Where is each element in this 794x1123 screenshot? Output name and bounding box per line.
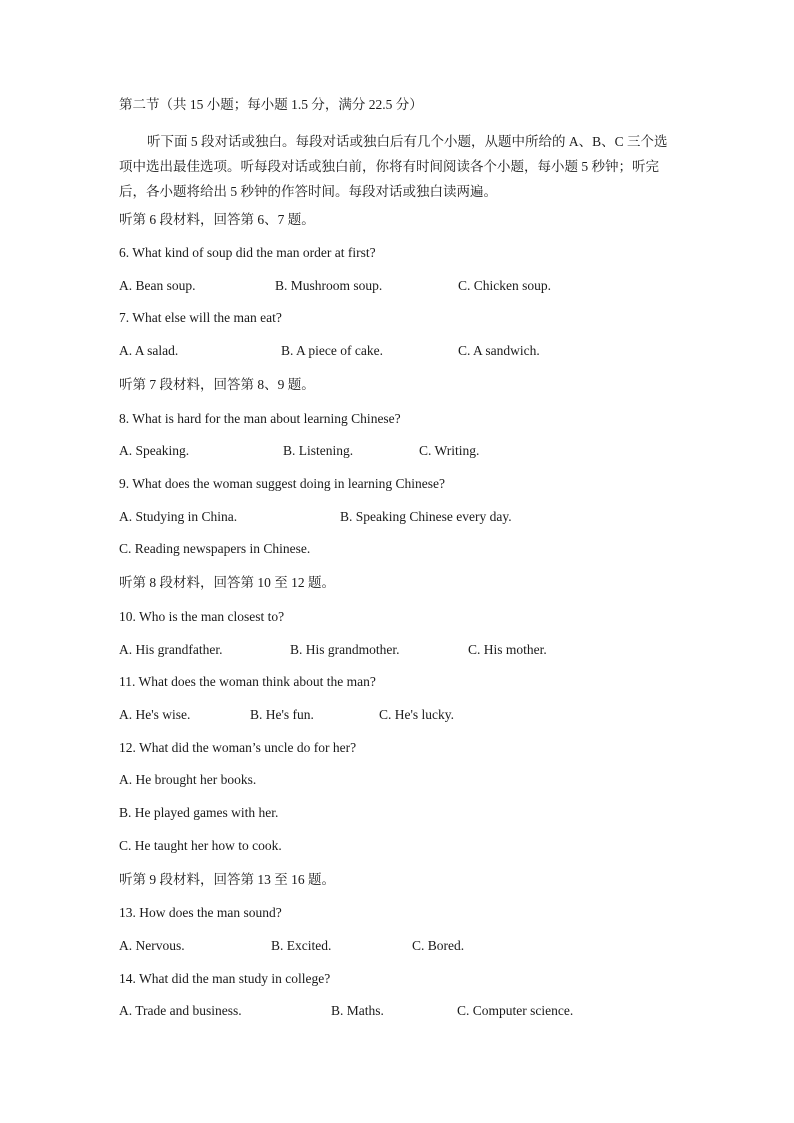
- question-13-option-c: C. Bored.: [412, 938, 465, 953]
- question-6-stem: 6. What kind of soup did the man order at first?: [119, 245, 376, 260]
- question-13-option-a: A. Nervous.: [119, 938, 185, 953]
- question-10-stem: 10. Who is the man closest to?: [119, 609, 285, 624]
- question-6-option-c: C. Chicken soup.: [458, 278, 551, 293]
- question-6-option-b: B. Mushroom soup.: [275, 278, 383, 293]
- question-10-option-b: B. His grandmother.: [290, 642, 400, 657]
- question-7-option-a: A. A salad.: [119, 343, 179, 358]
- question-9-option-b: B. Speaking Chinese every day.: [340, 509, 512, 524]
- question-11-option-b: B. He's fun.: [250, 707, 314, 722]
- question-11-option-c: C. He's lucky.: [379, 707, 455, 722]
- question-9-option-c: C. Reading newspapers in Chinese.: [119, 541, 311, 556]
- question-6-option-a: A. Bean soup.: [119, 278, 196, 293]
- question-8-stem: 8. What is hard for the man about learning Chinese?: [119, 411, 401, 426]
- group-heading-8: 听第 8 段材料，回答第 10 至 12 题。: [119, 575, 335, 590]
- question-7-stem: 7. What else will the man eat?: [119, 310, 282, 325]
- question-13-option-b: B. Excited.: [271, 938, 332, 953]
- question-9-stem: 9. What does the woman suggest doing in learning Chinese?: [119, 476, 445, 491]
- section-header: 第二节（共 15 小题；每小题 1.5 分，满分 22.5 分）: [119, 97, 423, 112]
- question-12-stem: 12. What did the woman’s uncle do for her?: [119, 740, 357, 755]
- question-7-option-b: B. A piece of cake.: [281, 343, 383, 358]
- question-7-option-c: C. A sandwich.: [458, 343, 540, 358]
- question-8-option-a: A. Speaking.: [119, 443, 190, 458]
- question-14-stem: 14. What did the man study in college?: [119, 971, 331, 986]
- question-11-stem: 11. What does the woman think about the man?: [119, 674, 376, 689]
- question-8-option-b: B. Listening.: [283, 443, 354, 458]
- question-14-option-b: B. Maths.: [331, 1003, 384, 1018]
- question-9-option-a: A. Studying in China.: [119, 509, 238, 524]
- group-heading-6: 听第 6 段材料，回答第 6、7 题。: [119, 212, 315, 227]
- instructions: 听下面 5 段对话或独白。每段对话或独白后有几个小题，从题中所给的 A、B、C 三个选项中选出最佳选项。听每段对话或独白前，你将有时间阅读各个小题，每小题 5 秒钟；听完后，各小题将给出 5 秒钟的作答时间。每段对话或独白读两遍。: [119, 134, 668, 199]
- question-13-stem: 13. How does the man sound?: [119, 905, 282, 920]
- question-14-option-a: A. Trade and business.: [119, 1003, 242, 1018]
- question-12-option-c: C. He taught her how to cook.: [119, 838, 282, 853]
- question-11-option-a: A. He's wise.: [119, 707, 191, 722]
- question-10-option-a: A. His grandfather.: [119, 642, 223, 657]
- question-14-option-c: C. Computer science.: [457, 1003, 574, 1018]
- question-12-option-a: A. He brought her books.: [119, 772, 257, 787]
- group-heading-9: 听第 9 段材料，回答第 13 至 16 题。: [119, 872, 335, 887]
- question-8-option-c: C. Writing.: [419, 443, 480, 458]
- question-12-option-b: B. He played games with her.: [119, 805, 279, 820]
- group-heading-7: 听第 7 段材料，回答第 8、9 题。: [119, 377, 315, 392]
- question-10-option-c: C. His mother.: [468, 642, 547, 657]
